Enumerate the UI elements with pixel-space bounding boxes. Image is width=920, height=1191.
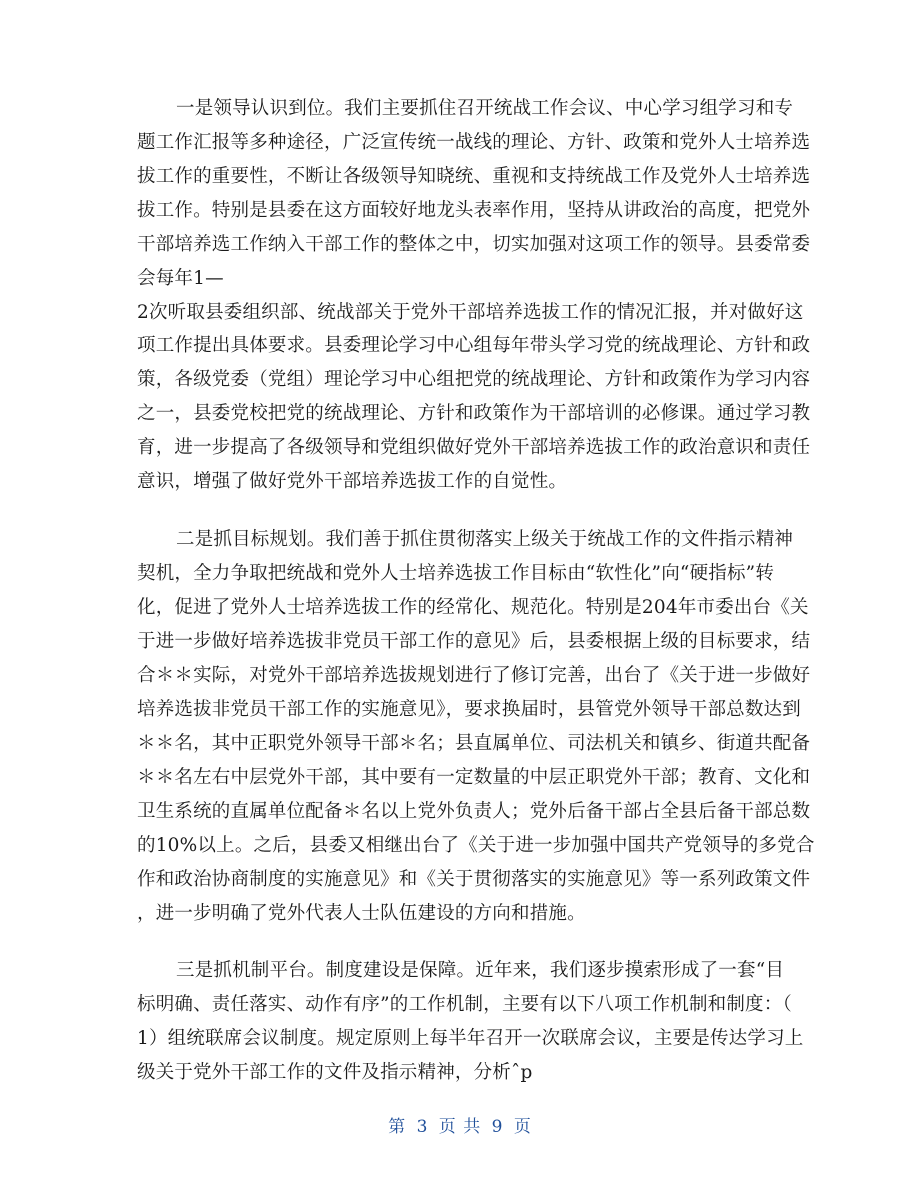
text-line: 于进一步做好培养选拔非党员干部工作的意见》后，县委根据上级的目标要求，结 <box>137 631 811 652</box>
text-line: 三是抓机制平台。制度建设是保障。近年来，我们逐步摸索形成了一套“目 <box>176 960 785 981</box>
text-line: ＊＊名，其中正职党外领导干部＊名；县直属单位、司法机关和镇乡、街道共配备 <box>137 733 811 754</box>
footer-suffix: 页 <box>513 1117 532 1137</box>
text-line: 项工作提出具体要求。县委理论学习中心组每年带头学习党的统战理论、方针和政 <box>137 335 811 356</box>
text-line: 育，进一步提高了各级领导和党组织做好党外干部培养选拔工作的政治意识和责任 <box>137 437 811 458</box>
text-line: 之一，县委党校把党的统战理论、方针和政策作为干部培训的必修课。通过学习教 <box>137 403 811 424</box>
footer-middle: 页 共 <box>438 1117 482 1137</box>
text-line: 标明确、责任落实、动作有序”的工作机制，主要有以下八项工作机制和制度：（ <box>137 994 792 1015</box>
text-line: 作和政治协商制度的实施意见》和《关于贯彻落实的实施意见》等一系列政策文件 <box>137 869 811 890</box>
text-line: 策，各级党委（党组）理论学习中心组把党的统战理论、方针和政策作为学习内容 <box>137 369 811 390</box>
text-line: 级关于党外干部工作的文件及指示精神，分析ˆp <box>137 1062 533 1083</box>
text-line: 1）组统联席会议制度。规定原则上每半年召开一次联席会议，主要是传达学习上 <box>137 1028 804 1049</box>
text-line: 培养选拔非党员干部工作的实施意见》，要求换届时，县管党外领导干部总数达到 <box>137 699 801 720</box>
total-page-number: 9 <box>491 1117 504 1137</box>
text-line: 会每年1— <box>137 268 224 289</box>
text-line: 拔工作的重要性，不断让各级领导知晓统、重视和支持统战工作及党外人士培养选 <box>137 166 811 187</box>
text-line: 卫生系统的直属单位配备＊名以上党外负责人；党外后备干部占全县后备干部总数 <box>137 801 811 822</box>
text-line: 二是抓目标规划。我们善于抓住贯彻落实上级关于统战工作的文件指示精神 <box>176 529 794 550</box>
text-line: 一是领导认识到位。我们主要抓住召开统战工作会议、中心学习组学习和专 <box>176 98 794 119</box>
footer-prefix: 第 <box>388 1117 407 1137</box>
text-line: 意识，增强了做好党外干部培养选拔工作的自觉性。 <box>137 471 568 492</box>
text-line: ＊＊名左右中层党外干部，其中要有一定数量的中层正职党外干部；教育、文化和 <box>137 767 811 788</box>
text-line: 合＊＊实际，对党外干部培养选拔规划进行了修订完善，出台了《关于进一步做好 <box>137 665 811 686</box>
current-page-number: 3 <box>416 1117 429 1137</box>
text-line: 题工作汇报等多种途径，广泛宣传统一战线的理论、方针、政策和党外人士培养选 <box>137 132 811 153</box>
text-line: 拔工作。特别是县委在这方面较好地龙头表率作用，坚持从讲政治的高度，把党外 <box>137 200 811 221</box>
text-line: 化，促进了党外人士培养选拔工作的经常化、规范化。特别是204年市委出台《关 <box>137 597 809 618</box>
text-line: 干部培养选工作纳入干部工作的整体之中，切实加强对这项工作的领导。县委常委 <box>137 234 811 255</box>
text-line: 的10%以上。之后，县委又相继出台了《关于进一步加强中国共产党领导的多党合 <box>137 835 815 856</box>
text-line: 契机，全力争取把统战和党外人士培养选拔工作目标由“软性化”向“硬指标”转 <box>137 563 775 584</box>
text-line: 2次听取县委组织部、统战部关于党外干部培养选拔工作的情况汇报，并对做好这 <box>137 302 804 323</box>
text-line: ，进一步明确了党外代表人士队伍建设的方向和措施。 <box>137 903 586 924</box>
page-footer <box>0 1112 920 1137</box>
